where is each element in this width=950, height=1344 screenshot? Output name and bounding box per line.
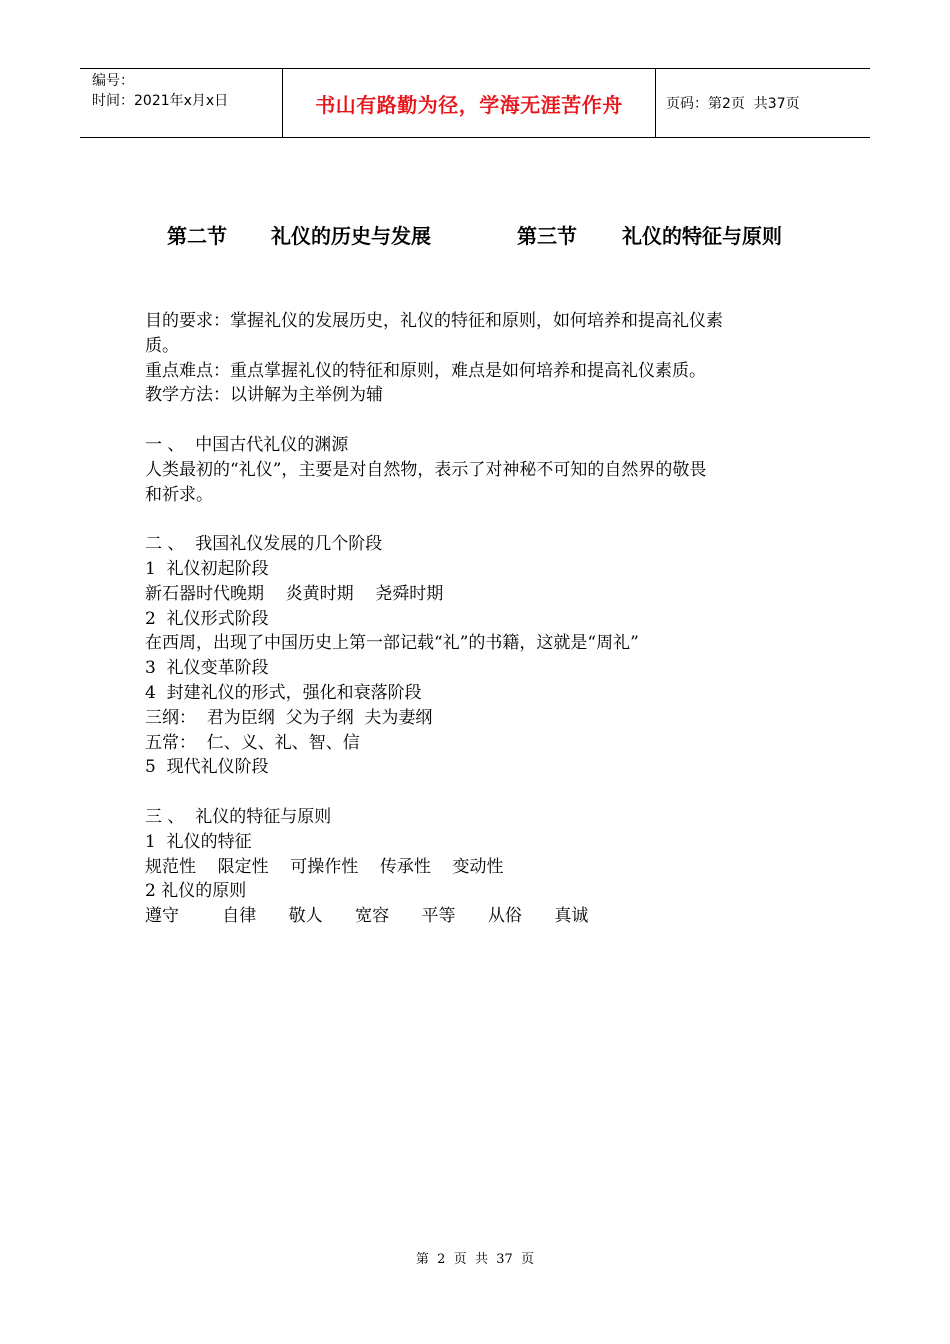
text-line: 规范性 限定性 可操作性 传承性 变动性 (145, 856, 504, 877)
motto-text: 书山有路勤为径，学海无涯苦作舟 (315, 92, 623, 117)
page-code: 页码：第2页 共37页 (666, 96, 800, 112)
section2-name: 礼仪的历史与发展 (271, 224, 431, 248)
header-left-cell (80, 69, 282, 137)
section3-name: 礼仪的特征与原则 (622, 224, 782, 248)
section3-number: 第三节 (517, 224, 577, 248)
section-heading: 三 、 礼仪的特征与原则 (145, 806, 332, 827)
text-line: 遵守 自律 敬人 宽容 平等 从俗 真诚 (145, 906, 589, 927)
number-label: 编号： (92, 73, 134, 89)
text-line: 目的要求：掌握礼仪的发展历史，礼仪的特征和原则，如何培养和提高礼仪素 (145, 311, 723, 331)
text-line: 1 礼仪初起阶段 (145, 558, 269, 579)
spacer (145, 507, 815, 532)
page-footer: 第 2 页 共 37 页 (415, 1252, 535, 1267)
text-line: 教学方法：以讲解为主举例为辅 (145, 385, 383, 406)
text-line: 新石器时代晚期 炎黄时期 尧舜时期 (145, 583, 444, 604)
text-line: 人类最初的“礼仪”，主要是对自然物，表示了对神秘不可知的自然界的敬畏 (145, 459, 707, 480)
text-line: 五常： 仁、义、礼、智、信 (145, 732, 360, 753)
text-line: 1 礼仪的特征 (145, 831, 252, 852)
text-line: 质。 (145, 335, 179, 356)
text-line: 4 封建礼仪的形式，强化和衰落阶段 (145, 682, 422, 703)
spacer (145, 780, 815, 805)
section-heading: 一 、 中国古代礼仪的渊源 (145, 434, 349, 455)
header-right-cell (656, 69, 870, 137)
text-line: 重点难点：重点掌握礼仪的特征和原则，难点是如何培养和提高礼仪素质。 (145, 360, 706, 381)
text-line: 2 礼仪的原则 (145, 881, 247, 902)
spacer (145, 408, 815, 433)
text-line: 和祈求。 (145, 484, 213, 505)
text-line: 5 现代礼仪阶段 (145, 757, 269, 778)
header-motto-cell (282, 69, 656, 137)
text-line: 2 礼仪形式阶段 (145, 608, 269, 629)
section2-number: 第二节 (167, 224, 227, 248)
time-label: 时间：2021年x月x日 (92, 93, 229, 109)
lesson-content (145, 309, 815, 929)
page-header (80, 68, 870, 138)
section-heading: 二 、 我国礼仪发展的几个阶段 (145, 534, 383, 555)
text-line: 在西周，出现了中国历史上第一部记载“礼”的书籍，这就是“周礼” (145, 633, 639, 654)
text-line: 三纲： 君为臣纲 父为子纲 夫为妻纲 (145, 707, 433, 728)
text-line: 3 礼仪变革阶段 (145, 658, 269, 679)
